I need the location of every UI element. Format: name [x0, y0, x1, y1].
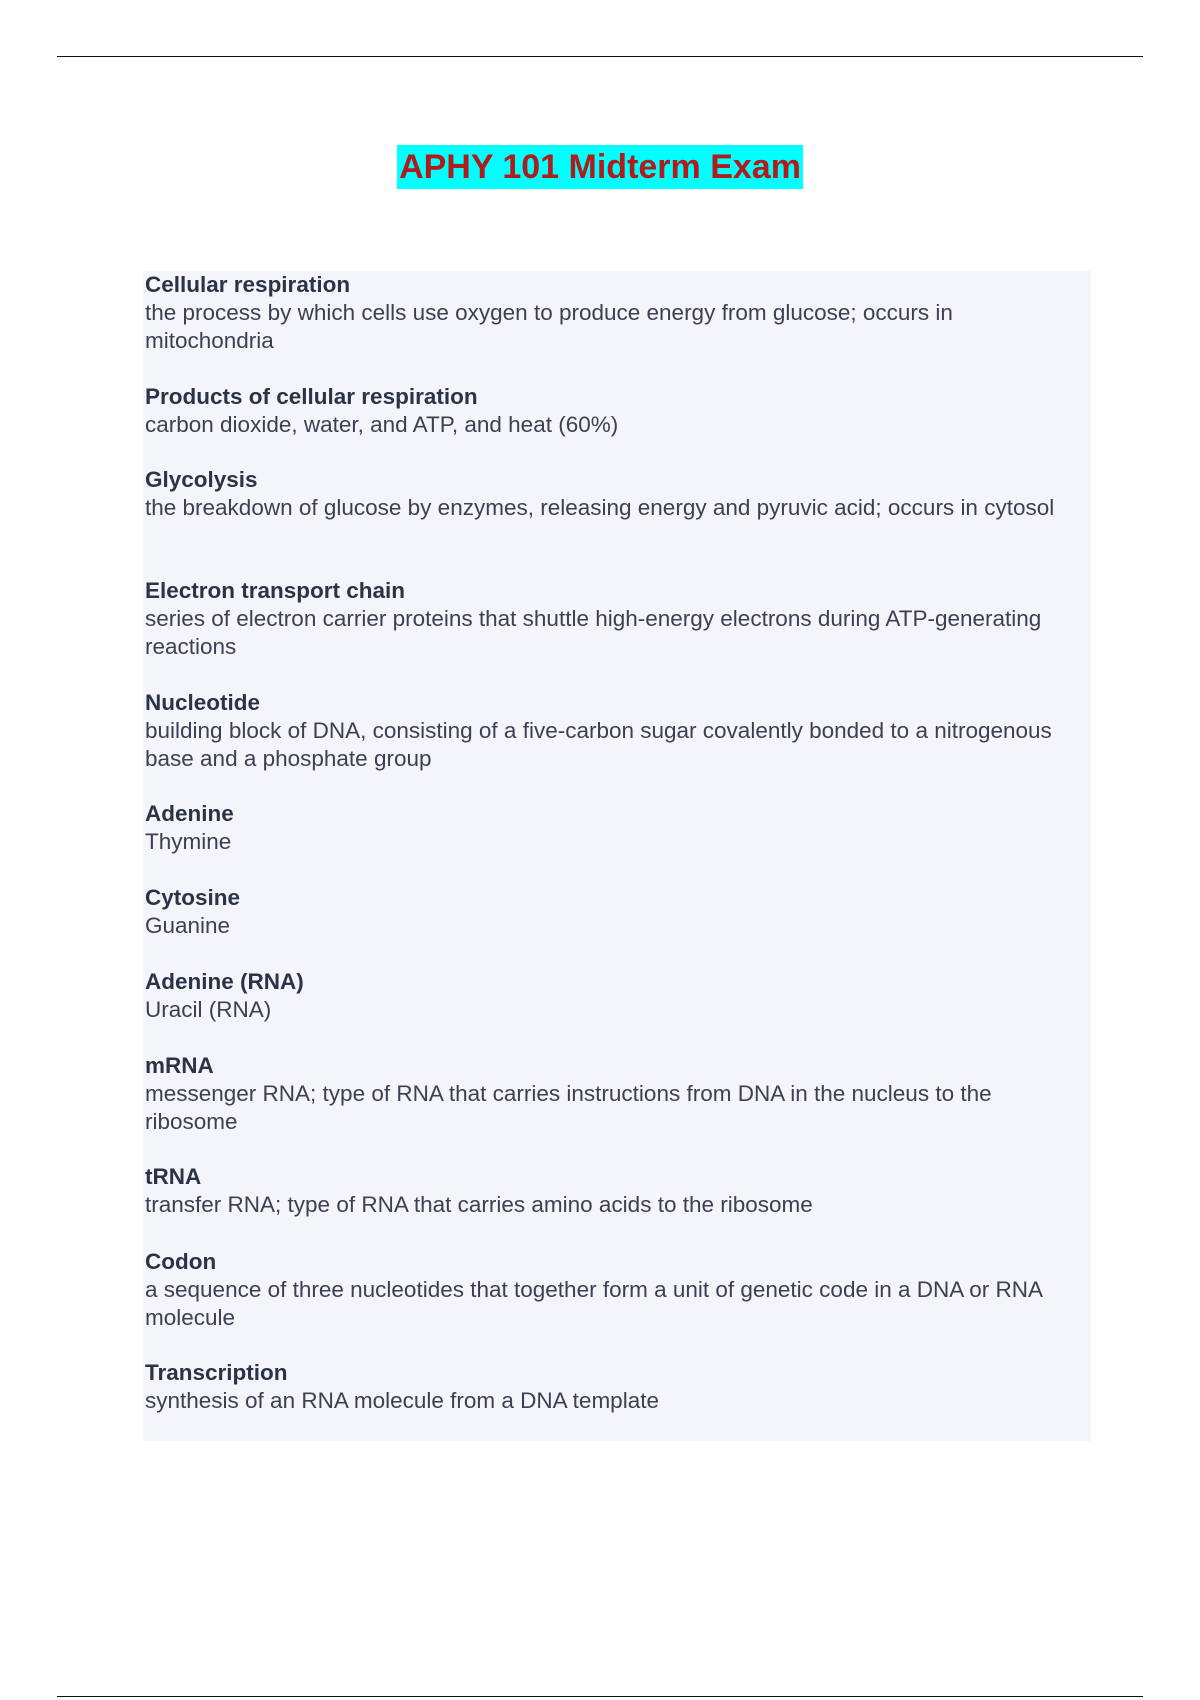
flashcard-list	[143, 271, 1091, 1441]
term-entry	[145, 800, 1071, 856]
term-entry	[145, 466, 1071, 522]
term-definition: Guanine	[145, 913, 231, 938]
term-name: Adenine	[145, 801, 234, 826]
term-name: Cellular respiration	[145, 272, 351, 297]
term-definition: synthesis of an RNA molecule from a DNA template	[145, 1388, 659, 1413]
term-entry	[145, 884, 1071, 940]
term-name: Adenine (RNA)	[145, 969, 304, 994]
term-name: Codon	[145, 1249, 217, 1274]
term-entry	[145, 1052, 1071, 1136]
term-entry	[145, 1359, 1071, 1415]
term-definition: series of electron carrier proteins that shuttle high-energy electrons during ATP-generating reactions	[145, 606, 1042, 659]
term-entry	[145, 271, 1071, 355]
term-definition: carbon dioxide, water, and ATP, and heat (60%)	[145, 412, 619, 437]
bottom-divider	[57, 1696, 1143, 1697]
term-definition: a sequence of three nucleotides that together form a unit of genetic code in a DNA or RNA molecule	[145, 1277, 1042, 1330]
title-container	[0, 145, 1200, 189]
term-definition: Thymine	[145, 829, 232, 854]
top-divider	[57, 56, 1143, 57]
term-name: mRNA	[145, 1053, 214, 1078]
term-entry	[145, 1163, 1071, 1219]
term-name: Glycolysis	[145, 467, 258, 492]
term-entry	[145, 383, 1071, 439]
term-entry	[145, 1248, 1071, 1332]
term-entry	[145, 689, 1071, 773]
term-name: Transcription	[145, 1360, 288, 1385]
term-definition: Uracil (RNA)	[145, 997, 272, 1022]
term-definition: messenger RNA; type of RNA that carries instructions from DNA in the nucleus to the ribosome	[145, 1081, 992, 1134]
term-name: Cytosine	[145, 885, 241, 910]
term-name: Products of cellular respiration	[145, 384, 478, 409]
term-entry	[145, 968, 1071, 1024]
term-definition: building block of DNA, consisting of a five-carbon sugar covalently bonded to a nitrogenous base and a phosphate group	[145, 718, 1052, 771]
term-name: Electron transport chain	[145, 578, 406, 603]
term-definition: the breakdown of glucose by enzymes, releasing energy and pyruvic acid; occurs in cytosol	[145, 495, 1055, 520]
term-definition: transfer RNA; type of RNA that carries amino acids to the ribosome	[145, 1192, 813, 1217]
term-name: Nucleotide	[145, 690, 261, 715]
page-title: APHY 101 Midterm Exam	[397, 145, 803, 189]
term-definition: the process by which cells use oxygen to produce energy from glucose; occurs in mitochondria	[145, 300, 953, 353]
term-entry	[145, 577, 1071, 661]
term-name: tRNA	[145, 1164, 202, 1189]
